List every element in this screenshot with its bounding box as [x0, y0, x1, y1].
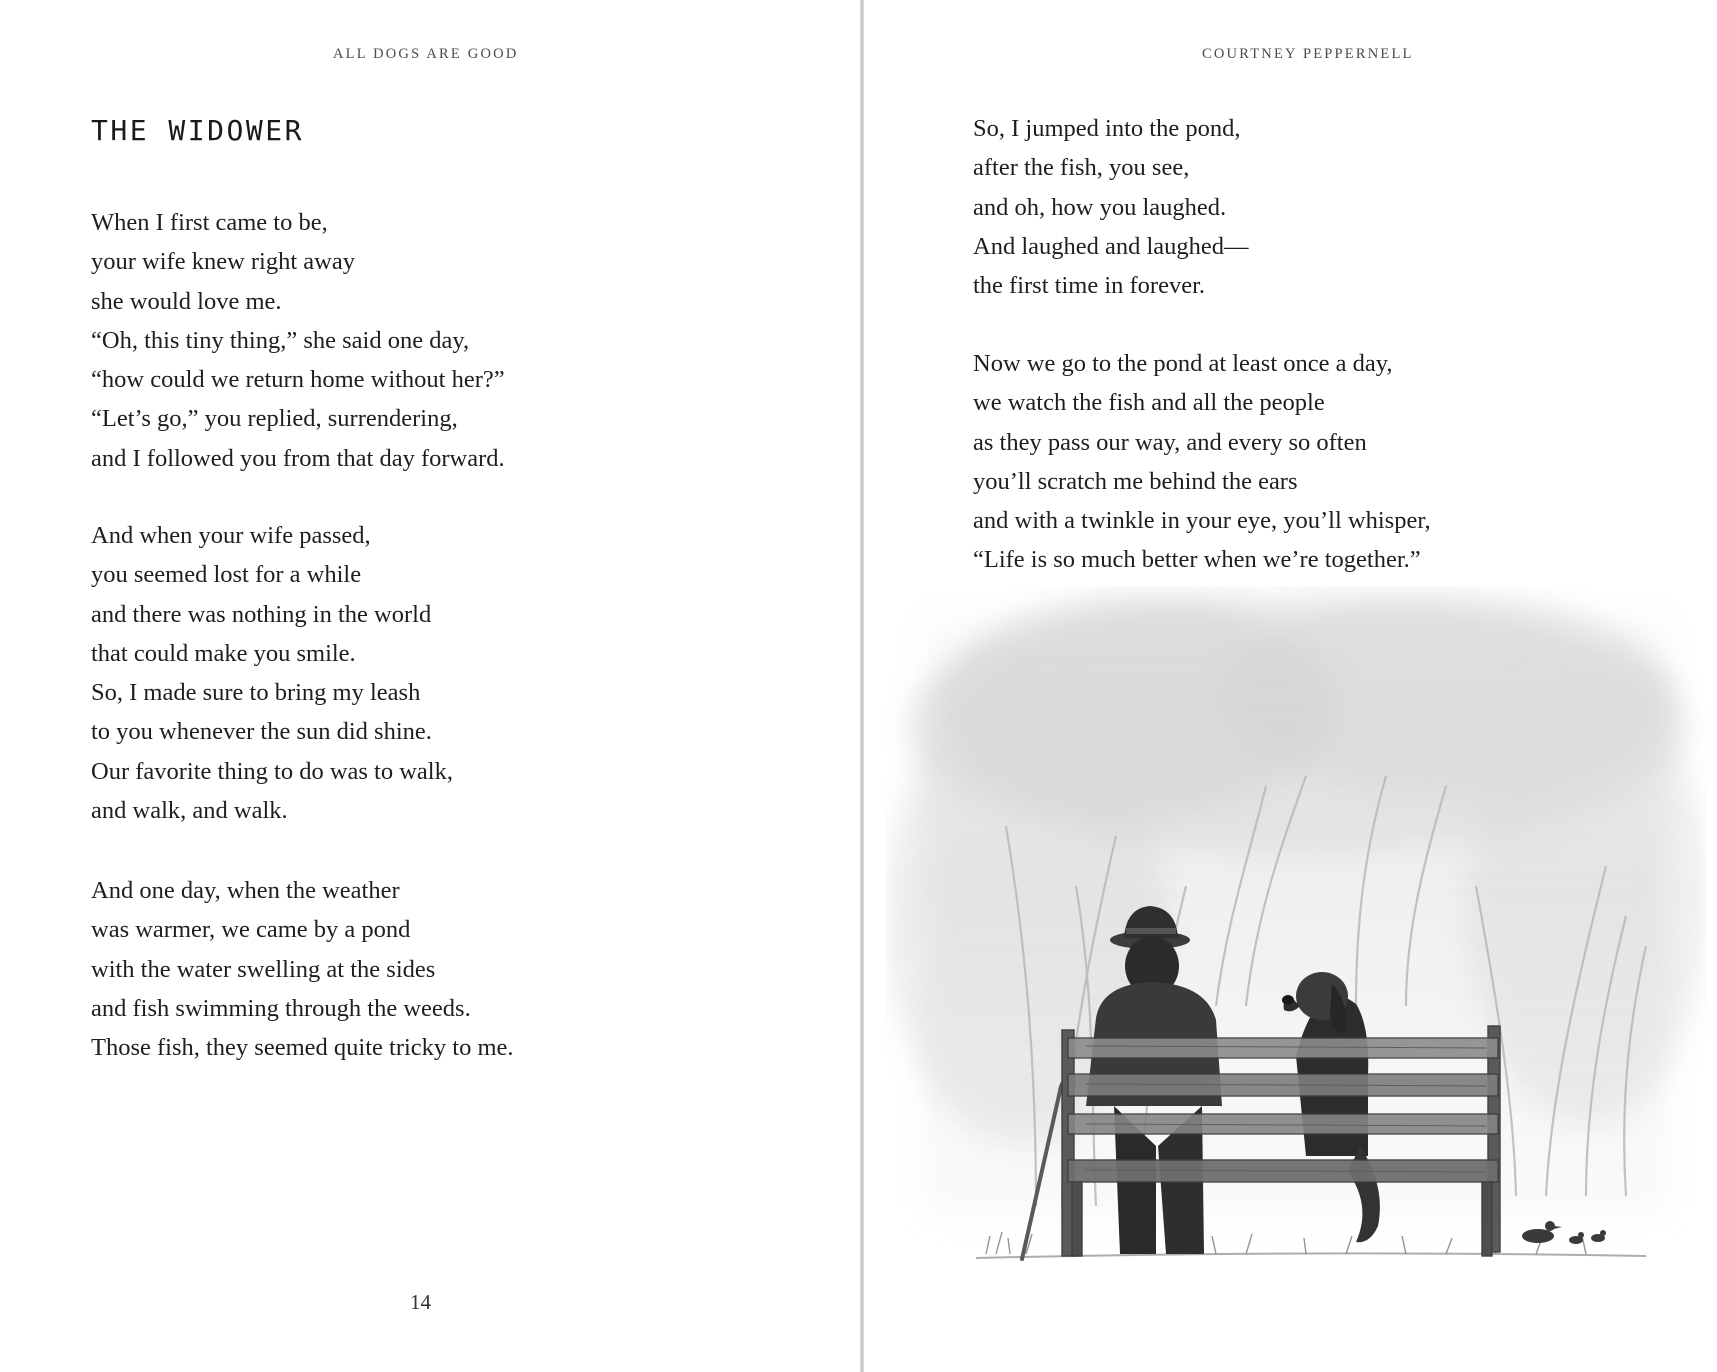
right-page [866, 0, 1717, 1372]
poem-line: And one day, when the weather [91, 877, 400, 904]
running-head-book-title: ALL DOGS ARE GOOD [333, 46, 519, 62]
poem-line: “Life is so much better when we’re together.” [973, 546, 1421, 574]
poem-line: to you whenever the sun did shine. [91, 718, 432, 746]
poem-line: you seemed lost for a while [91, 561, 362, 589]
running-head-author: COURTNEY PEPPERNELL [1202, 46, 1414, 62]
poem-line: she would love me. [91, 287, 282, 315]
poem-line: “how could we return home without her?” [91, 366, 505, 394]
poem-line: that could make you smile. [91, 639, 356, 667]
poem-line: and oh, how you laughed. [973, 193, 1227, 221]
poem-line: Now we go to the pond at least once a day, [973, 350, 1393, 377]
poem-line: And laughed and laughed— [973, 232, 1249, 260]
poem-line: after the fish, you see, [973, 154, 1190, 182]
pencil-illustration-man-and-dog-on-bench [886, 586, 1706, 1306]
poem-title: THE WIDOWER [91, 114, 304, 147]
poem-line: we watch the fish and all the people [973, 389, 1325, 417]
poem-line: So, I made sure to bring my leash [91, 679, 421, 707]
poem-line: Our favorite thing to do was to walk, [91, 757, 453, 785]
poem-line: “Oh, this tiny thing,” she said one day, [91, 326, 470, 354]
poem-line: And when your wife passed, [91, 522, 371, 549]
poem-line: Those fish, they seemed quite tricky to me. [91, 1034, 514, 1062]
poem-line: and walk, and walk. [91, 797, 288, 825]
poem-line: you’ll scratch me behind the ears [973, 467, 1298, 495]
book-gutter [860, 0, 864, 1372]
stanza-5 [973, 344, 1431, 580]
poem-line: and I followed you from that day forward. [91, 444, 505, 472]
poem-line: So, I jumped into the pond, [973, 115, 1241, 142]
stanza-1 [91, 203, 505, 478]
stanza-4 [973, 109, 1249, 305]
poem-line: the first time in forever. [973, 272, 1205, 300]
poem-line: “Let’s go,” you replied, surrendering, [91, 405, 458, 433]
ducks [1522, 1221, 1606, 1244]
page-number: 14 [410, 1290, 431, 1314]
poem-line: as they pass our way, and every so often [973, 428, 1367, 456]
poem-line: and with a twinkle in your eye, you’ll whisper, [973, 507, 1431, 535]
poem-line: and fish swimming through the weeds. [91, 994, 471, 1022]
poem-line: with the water swelling at the sides [91, 955, 436, 983]
poem-line: When I first came to be, [91, 209, 328, 236]
poem-line: and there was nothing in the world [91, 600, 432, 628]
poem-line: was warmer, we came by a pond [91, 916, 411, 944]
stanza-3 [91, 871, 514, 1067]
poem-line: your wife knew right away [91, 248, 355, 276]
stanza-2 [91, 516, 453, 830]
